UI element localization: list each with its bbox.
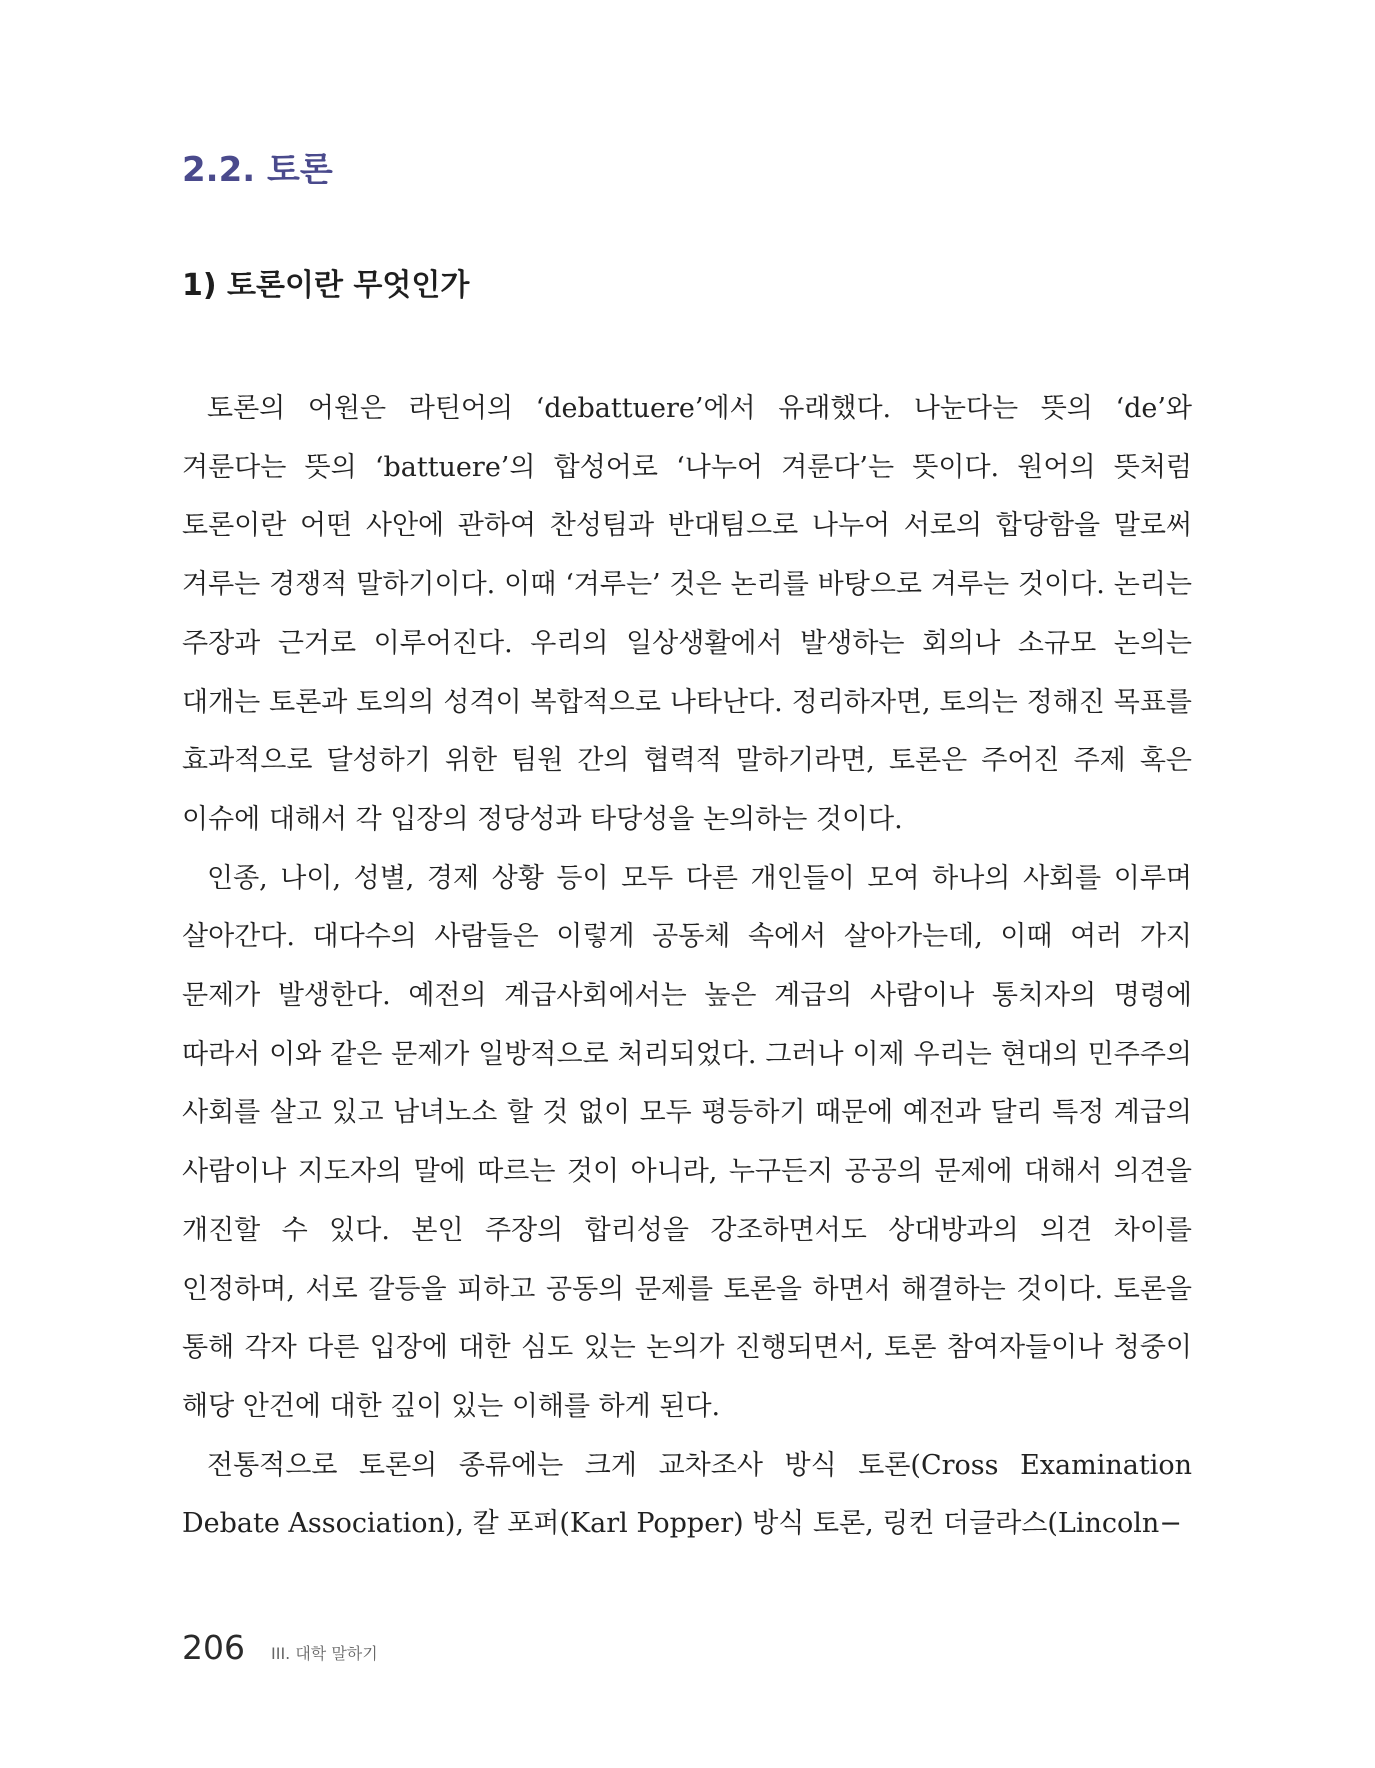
chapter-label: III. 대학 말하기 [271,1644,378,1663]
subsection-title: 1) 토론이란 무엇인가 [182,268,470,303]
paragraph-society: 인종, 나이, 성별, 경제 상황 등이 모두 다른 개인들이 모여 하나의 사회를 이루며 살아간다. 대다수의 사람들은 이렇게 공동체 속에서 살아가는데, 이때 여러 가지 문제가 발생한다. 예전의 계급사회에서는 높은 계급의 사람이나 통치자의 명령에 따라서 이와 같은 문제가 일방적으로 처리되었다. 그러나 이제 우리는 현대의 민주주의 사회를 살고 있고 남녀노소 할 것 없이 모두 평등하기 때문에 예전과 달리 특정 계급의 사람이나 지도자의 말에 따르는 것이 아니라, 누구든지 공공의 문제에 대해서 의견을 개진할 수 있다. 본인 주장의 합리성을 강조하면서도 상대방과의 의견 차이를 인정하며, 서로 갈등을 피하고 공동의 문제를 토론을 하면서 해결하는 것이다. 토론을 통해 각자 다른 입장에 대한 심도 있는 논의가 진행되면서, 토론 참여자들이나 청중이 해당 안건에 대한 깊이 있는 이해를 하게 된다. [182,862,1192,1422]
body-text [182,380,1192,1554]
section-title: 2.2. 토론 [182,150,333,190]
paragraph-debate-types: 전통적으로 토론의 종류에는 크게 교차조사 방식 토론(Cross Examination Debate Association), 칼 포퍼(Karl Popper) 방식 토론, 링컨 더글라스(Lincoln− [182,1449,1192,1540]
paragraph-etymology: 토론의 어원은 라틴어의 ‘debattuere’에서 유래했다. 나눈다는 뜻의 ‘de’와 겨룬다는 뜻의 ‘battuere’의 합성어로 ‘나누어 겨룬다’는 뜻이다. 원어의 뜻처럼 토론이란 어떤 사안에 관하여 찬성팀과 반대팀으로 나누어 서로의 합당함을 말로써 겨루는 경쟁적 말하기이다. 이때 ‘겨루는’ 것은 논리를 바탕으로 겨루는 것이다. 논리는 주장과 근거로 이루어진다. 우리의 일상생활에서 발생하는 회의나 소규모 논의는 대개는 토론과 토의의 성격이 복합적으로 나타난다. 정리하자면, 토의는 정해진 목표를 효과적으로 달성하기 위한 팀원 간의 협력적 말하기라면, 토론은 주어진 주제 혹은 이슈에 대해서 각 입장의 정당성과 타당성을 논의하는 것이다. [182,393,1192,835]
page-number: 206 [182,1628,245,1667]
page-footer [182,1628,378,1674]
